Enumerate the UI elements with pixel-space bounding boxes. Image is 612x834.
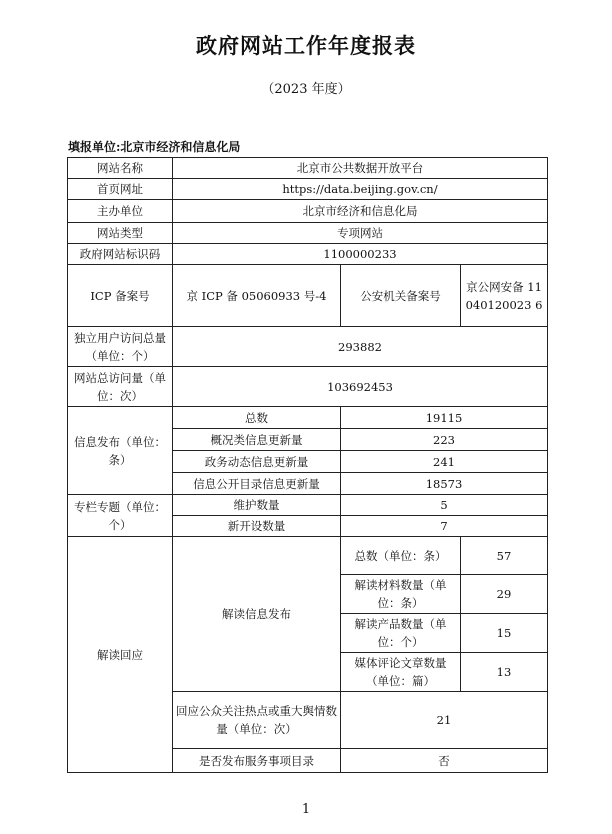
interpret-item-value: 15 (461, 614, 548, 653)
service-value: 否 (341, 749, 548, 773)
icp-label: ICP 备案号 (68, 265, 173, 327)
interpret-item-value: 29 (461, 575, 548, 614)
info-item-label: 信息公开目录信息更新量 (173, 473, 341, 495)
response-label: 回应公众关注热点或重大舆情数量（单位：次） (173, 692, 341, 749)
column-item-value: 5 (341, 495, 548, 516)
interpret-item-label: 解读产品数量（单位：个） (341, 614, 461, 653)
interpret-sub-label: 解读信息发布 (173, 537, 341, 692)
info-item-label: 政务动态信息更新量 (173, 451, 341, 473)
page-number: 1 (301, 802, 311, 817)
reporting-unit: 填报单位:北京市经济和信息化局 (68, 140, 241, 154)
interpret-item-label: 媒体评论文章数量（单位：篇） (341, 653, 461, 692)
uv-label: 独立用户访问总量（单位：个） (68, 327, 173, 367)
info-item-value: 19115 (341, 407, 548, 429)
homepage-label: 首页网址 (68, 179, 173, 200)
pv-value: 103692453 (173, 367, 548, 407)
icp-value: 京 ICP 备 05060933 号-4 (173, 265, 341, 327)
homepage-value[interactable]: https://data.beijing.gov.cn/ (173, 179, 548, 200)
column-item-label: 新开设数量 (173, 516, 341, 537)
info-item-label: 概况类信息更新量 (173, 429, 341, 451)
site-id-label: 政府网站标识码 (68, 244, 173, 265)
response-value: 21 (341, 692, 548, 749)
info-item-value: 241 (341, 451, 548, 473)
column-label: 专栏专题（单位：个） (68, 495, 173, 537)
page-title: 政府网站工作年度报表 (196, 33, 416, 58)
sponsor-value: 北京市经济和信息化局 (173, 200, 548, 223)
report-table (67, 157, 548, 773)
police-record-label: 公安机关备案号 (341, 265, 461, 327)
interpret-item-label: 总数（单位：条） (341, 537, 461, 575)
interpret-item-value: 13 (461, 653, 548, 692)
page-subtitle: （2023 年度） (261, 82, 351, 97)
pv-label: 网站总访问量（单位：次） (68, 367, 173, 407)
info-publish-label: 信息发布（单位：条） (68, 407, 173, 495)
site-type-value: 专项网站 (173, 223, 548, 244)
column-item-label: 维护数量 (173, 495, 341, 516)
sponsor-label: 主办单位 (68, 200, 173, 223)
police-record-value: 京公网安备 11040120023 6 (461, 265, 548, 327)
uv-value: 293882 (173, 327, 548, 367)
interpret-item-value: 57 (461, 537, 548, 575)
interpret-item-label: 解读材料数量（单位：条） (341, 575, 461, 614)
site-name-label: 网站名称 (68, 158, 173, 179)
service-label: 是否发布服务事项目录 (173, 749, 341, 773)
info-item-value: 18573 (341, 473, 548, 495)
site-type-label: 网站类型 (68, 223, 173, 244)
info-item-value: 223 (341, 429, 548, 451)
site-name-value: 北京市公共数据开放平台 (173, 158, 548, 179)
column-item-value: 7 (341, 516, 548, 537)
interpret-label: 解读回应 (68, 537, 173, 773)
site-id-value: 1100000233 (173, 244, 548, 265)
info-item-label: 总数 (173, 407, 341, 429)
